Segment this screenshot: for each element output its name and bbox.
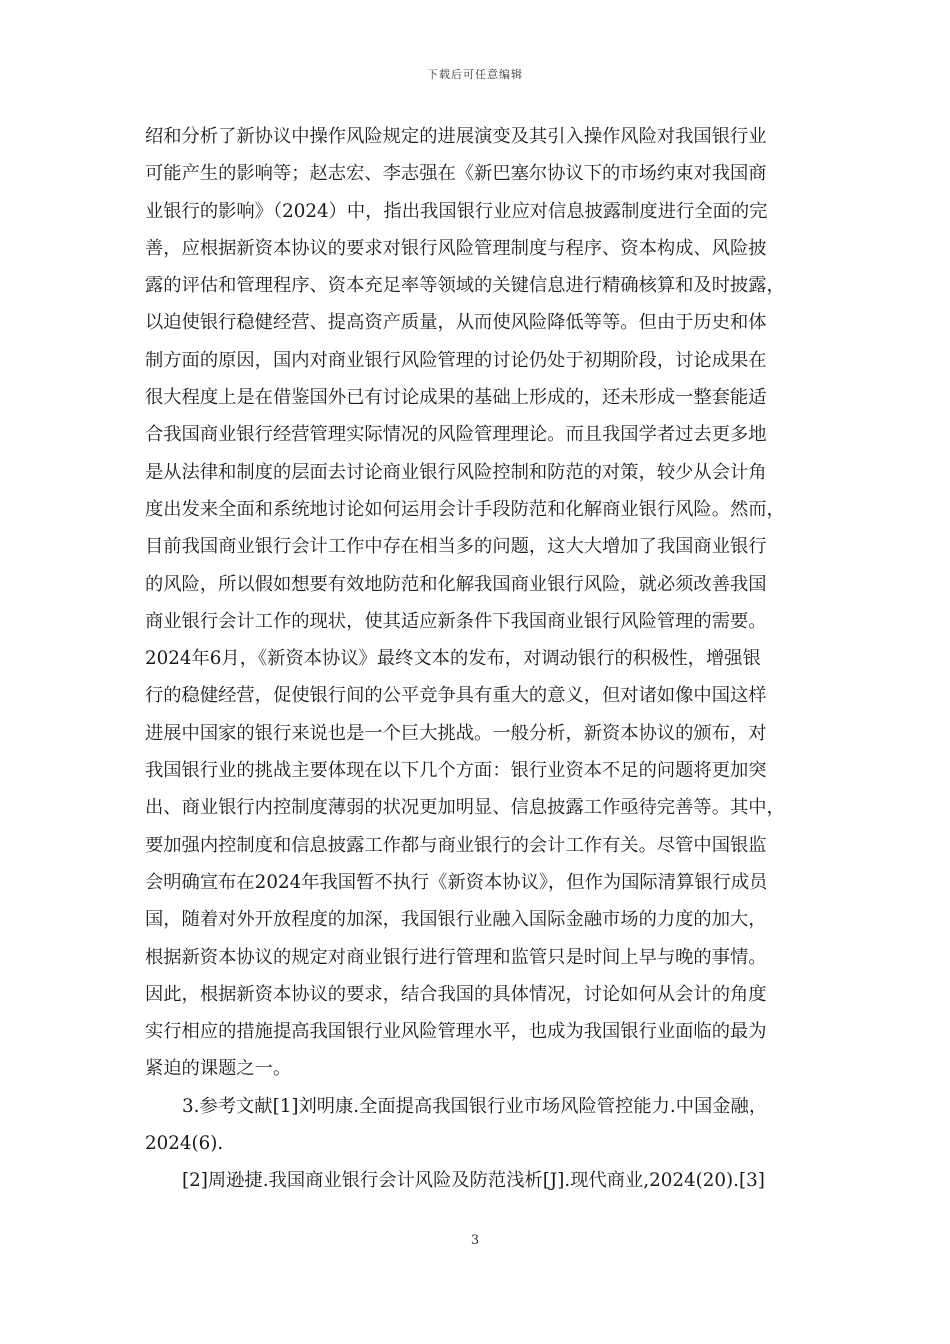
body-line: 根据新资本协议的规定对商业银行进行管理和监管只是时间上早与晚的事情。 — [145, 946, 767, 968]
body-line: 合我国商业银行经营管理实际情况的风险管理理论。而且我国学者过去更多地 — [145, 424, 767, 446]
body-line: 出、商业银行内控制度薄弱的状况更加明显、信息披露工作亟待完善等。其中， — [145, 797, 785, 819]
body-line: 善，应根据新资本协议的要求对银行风险管理制度与程序、资本构成、风险披 — [145, 237, 767, 259]
body-line: 的风险，所以假如想要有效地防范和化解我国商业银行风险，就必须改善我国 — [145, 573, 767, 595]
page-number: 3 — [470, 1233, 480, 1248]
body-line: 我国银行业的挑战主要体现在以下几个方面：银行业资本不足的问题将更加突 — [145, 760, 767, 782]
body-line: 是从法律和制度的层面去讨论商业银行风险控制和防范的对策，较少从会计角 — [145, 461, 767, 483]
body-line: 进展中国家的银行来说也是一个巨大挑战。一般分析，新资本协议的颁布，对 — [145, 722, 767, 744]
reference-line: 2024(6). — [145, 1133, 224, 1155]
body-line: 因此，根据新资本协议的要求，结合我国的具体情况，讨论如何从会计的角度 — [145, 983, 767, 1005]
body-line: 以迫使银行稳健经营、提高资产质量，从而使风险降低等等。但由于历史和体 — [145, 312, 767, 334]
body-line: 可能产生的影响等；赵志宏、李志强在《新巴塞尔协议下的市场约束对我国商 — [145, 163, 767, 185]
page-header: 下载后可任意编辑 — [427, 68, 523, 81]
body-line: 制方面的原因，国内对商业银行风险管理的讨论仍处于初期阶段，讨论成果在 — [145, 349, 767, 371]
body-line: 商业银行会计工作的现状，使其适应新条件下我国商业银行风险管理的需要。 — [145, 610, 767, 632]
reference-line: [2]周逊捷.我国商业银行会计风险及防范浅析[J].现代商业,2024(20).[3] — [182, 1170, 765, 1192]
body-line: 目前我国商业银行会计工作中存在相当多的问题，这大大增加了我国商业银行 — [145, 536, 767, 558]
body-line: 绍和分析了新协议中操作风险规定的进展演变及其引入操作风险对我国银行业 — [145, 126, 767, 147]
body-line: 实行相应的措施提高我国银行业风险管理水平，也成为我国银行业面临的最为 — [145, 1021, 767, 1043]
body-line: 很大程度上是在借鉴国外已有讨论成果的基础上形成的，还未形成一整套能适 — [145, 387, 767, 409]
body-line: 国，随着对外开放程度的加深，我国银行业融入国际金融市场的力度的加大， — [145, 909, 767, 931]
reference-line: 3.参考文献[1]刘明康.全面提高我国银行业市场风险管控能力.中国金融， — [182, 1095, 768, 1117]
body-line: 业银行的影响》（2024）中，指出我国银行业应对信息披露制度进行全面的完 — [145, 200, 768, 222]
document-body — [145, 118, 813, 1200]
body-line: 紧迫的课题之一。 — [145, 1058, 292, 1080]
body-line: 度出发来全面和系统地讨论如何运用会计手段防范和化解商业银行风险。然而， — [145, 498, 785, 520]
body-line: 要加强内控制度和信息披露工作都与商业银行的会计工作有关。尽管中国银监 — [145, 834, 767, 856]
body-line: 会明确宣布在2024年我国暂不执行《新资本协议》，但作为国际清算银行成员 — [145, 871, 768, 893]
body-line: 露的评估和管理程序、资本充足率等领域的关键信息进行精确核算和及时披露， — [145, 275, 785, 297]
body-line: 2024年6月，《新资本协议》最终文本的发布，对调动银行的积极性，增强银 — [145, 648, 761, 670]
body-line: 行的稳健经营，促使银行间的公平竞争具有重大的意义，但对诸如像中国这样 — [145, 685, 767, 707]
